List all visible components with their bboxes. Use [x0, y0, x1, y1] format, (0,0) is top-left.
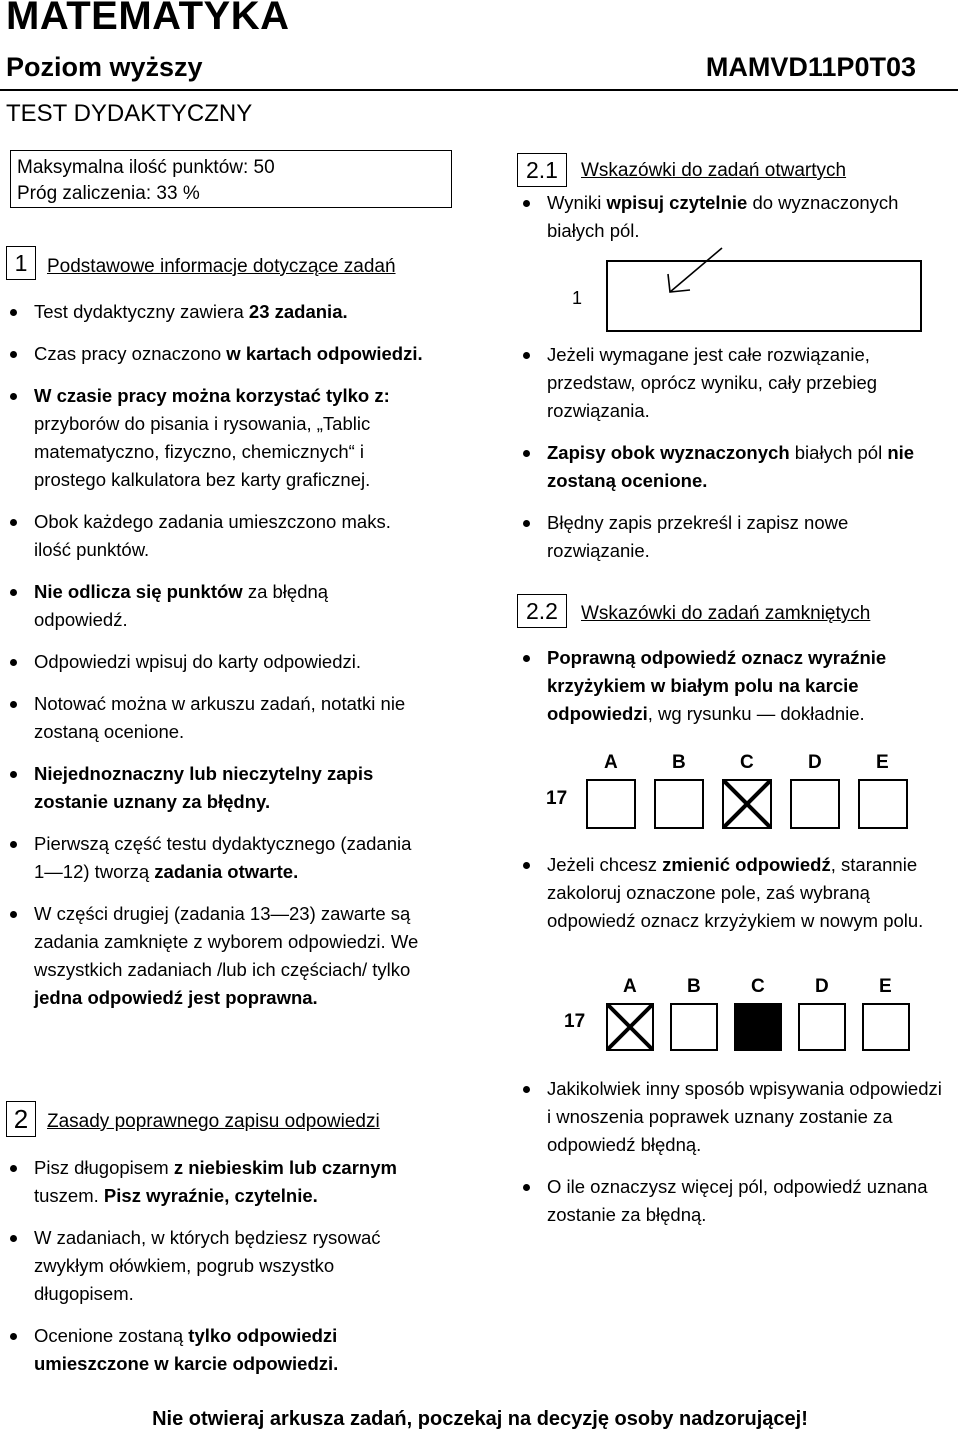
list-item-text: O ile oznaczysz więcej pól, odpowiedź uznana zostanie za błędną. [547, 1176, 928, 1225]
closed-example-2 [560, 973, 920, 1055]
answer-letter: A [604, 752, 618, 773]
arrow-icon [660, 244, 730, 300]
answer-box-empty [858, 779, 908, 829]
list-item [6, 578, 426, 634]
answer-box-empty [790, 779, 840, 829]
list-item-text: Test dydaktyczny [34, 301, 181, 322]
list-item [6, 900, 426, 1012]
list-item-text: Ocenione zostaną [34, 1325, 189, 1346]
section-2-heading: Zasady poprawnego zapisu odpowiedzi [47, 1111, 380, 1132]
section-1-heading: Podstawowe informacje dotyczące zadań [47, 256, 396, 277]
list-item [6, 1154, 436, 1210]
answer-box-filled [734, 1003, 782, 1051]
answer-letter: D [815, 976, 829, 997]
answer-box-cross [606, 1003, 654, 1051]
list-item-text: Jeżeli chcesz [547, 854, 663, 875]
header-divider [0, 89, 958, 91]
section-1-list [6, 298, 426, 1026]
section-2-2-heading: Wskazówki do zadań zamkniętych [581, 603, 871, 624]
answer-box-empty [798, 1003, 846, 1051]
list-item-text: W czasie pracy można korzystać tylko z: [34, 385, 390, 406]
list-item-text: jedna odpowiedź jest poprawna. [34, 987, 318, 1008]
list-item-text: zawiera [180, 301, 249, 322]
list-item [519, 644, 939, 728]
section-1-number: 1 [6, 246, 36, 280]
answer-box-empty [862, 1003, 910, 1051]
list-item [6, 648, 426, 676]
list-item-text: tuszem. [34, 1185, 104, 1206]
list-item [519, 1173, 949, 1229]
list-item-text: Wyniki [547, 192, 607, 213]
list-item-text: W zadaniach, w których będziesz rysować zwykłym ołówkiem, pogrub wszystko długopisem. [34, 1227, 381, 1304]
list-item [6, 340, 426, 368]
list-item [6, 830, 426, 886]
list-item [519, 341, 939, 425]
answer-box-empty [586, 779, 636, 829]
list-item-text: wpisuj czytelnie [606, 192, 748, 213]
test-title: TEST DYDAKTYCZNY [6, 100, 253, 127]
list-item [6, 1224, 436, 1308]
list-item-text: Jakikolwiek inny sposób wpisywania odpowiedzi i wnoszenia poprawek uznany zostanie za odpowiedź błędną. [547, 1078, 942, 1155]
section-2-2-number: 2.2 [517, 594, 567, 628]
list-item [6, 760, 426, 816]
question-number: 17 [564, 1011, 586, 1032]
list-item-text: nie zostaną ocenione. [547, 442, 915, 491]
list-item-text: w kartach odpowiedzi. [226, 343, 423, 364]
points-box [10, 150, 452, 208]
section-2-list [6, 1154, 436, 1392]
section-2-2-list-c [519, 1075, 949, 1243]
list-item [519, 189, 949, 245]
list-item-text: , starannie zakoloruj oznaczone pole, zaś wybraną odpowiedź oznacz krzyżykiem w nowym polu. [547, 854, 924, 931]
list-item-text: Czas pracy [34, 343, 132, 364]
list-item-text: za błędną odpowiedź. [34, 581, 329, 630]
list-item-text: W części drugiej (zadania 13—23) zawarte są zadania zamknięte z wyborem odpowiedzi. We wszystkich zadaniach /lub ich częściach/ tylko [34, 903, 419, 980]
list-item-text: Jeżeli wymagane jest całe rozwiązanie, przedstaw, oprócz wyniku, cały przebieg rozwiązania. [547, 344, 878, 421]
section-2-1-list-top [519, 189, 949, 245]
level-label: Poziom wyższy [6, 52, 203, 82]
section-2-number: 2 [6, 1101, 36, 1137]
max-points: Maksymalna ilość punktów: 50 [17, 157, 275, 178]
list-item-text: Pisz wyraźnie, czytelnie. [103, 1185, 318, 1206]
list-item-text: z niebieskim lub czarnym [173, 1157, 397, 1178]
document-title: MATEMATYKA [6, 0, 290, 38]
list-item [6, 382, 426, 494]
answer-letter: B [687, 976, 701, 997]
closed-example-1 [540, 748, 940, 834]
section-2-1-number: 2.1 [517, 153, 567, 187]
list-item-text: zmienić odpowiedź [662, 854, 831, 875]
footer-notice: Nie otwieraj arkusza zadań, poczekaj na decyzję osoby nadzorującej! [152, 1408, 808, 1430]
answer-letter: E [876, 752, 889, 773]
list-item-text: białych pól [789, 442, 888, 463]
cross-mark-icon [608, 1005, 652, 1049]
list-item [519, 1075, 949, 1159]
answer-letter: B [672, 752, 686, 773]
list-item [6, 690, 426, 746]
test-code: MAMVD11P0T03 [705, 52, 916, 82]
answer-letter: C [751, 976, 765, 997]
list-item-text: oznaczono [131, 343, 227, 364]
list-item-text: 23 zadania. [248, 301, 348, 322]
list-item-text: , wg rysunku — dokładnie. [647, 703, 865, 724]
list-item-text: Poprawną odpowiedź oznacz wyraźnie krzyżykiem w białym polu na karcie odpowiedzi [547, 647, 887, 724]
answer-box-cross [722, 779, 772, 829]
list-item [519, 509, 939, 565]
open-answer-field-example [606, 260, 922, 332]
list-item-text: Pisz długopisem [34, 1157, 174, 1178]
list-item-text: Błędny zapis przekreśl i zapisz nowe rozwiązanie. [547, 512, 849, 561]
list-item [6, 298, 426, 326]
pass-threshold: Próg zaliczenia: 33 % [17, 183, 200, 204]
list-item [6, 1322, 436, 1378]
answer-letter: C [740, 752, 754, 773]
list-item-text: Obok każdego zadania umieszczono maks. ilość punktów. [34, 511, 391, 560]
list-item-text: Niejednoznaczny lub nieczytelny zapis zostanie uznany za błędny. [34, 763, 374, 812]
list-item-text: tylko odpowiedzi umieszczone w karcie odpowiedzi. [34, 1325, 339, 1374]
list-item [519, 439, 939, 495]
list-item-text: Zapisy obok wyznaczonych [547, 442, 790, 463]
question-number: 17 [546, 788, 568, 809]
section-2-1-heading: Wskazówki do zadań otwartych [581, 160, 847, 181]
answer-box-empty [670, 1003, 718, 1051]
list-item-text: zadania otwarte. [154, 861, 299, 882]
list-item [519, 851, 939, 935]
section-2-2-list-a [519, 644, 939, 728]
list-item-text: Nie odlicza się punktów [34, 581, 243, 602]
answer-letter: E [879, 976, 892, 997]
section-2-1-list-bottom [519, 341, 939, 579]
list-item-text: Pierwszą część testu dydaktycznego (zadania 1—12) tworzą [34, 833, 412, 882]
answer-box-empty [654, 779, 704, 829]
list-item-text: do wyznaczonych białych pól. [547, 192, 899, 241]
list-item-text: Odpowiedzi wpisuj do karty odpowiedzi. [34, 651, 362, 672]
list-item-text: Notować można w arkuszu zadań, notatki nie zostaną ocenione. [34, 693, 406, 742]
list-item [6, 508, 426, 564]
answer-letter: A [623, 976, 637, 997]
list-item-text: przyborów do pisania i rysowania, „Tablic matematyczno, fizyczno, chemicznych“ i prostego kalkulatora bez karty graficznej. [34, 413, 371, 490]
open-example-number: 1 [572, 288, 583, 308]
section-2-2-list-b [519, 851, 939, 935]
cross-mark-icon [724, 781, 770, 827]
answer-letter: D [808, 752, 822, 773]
